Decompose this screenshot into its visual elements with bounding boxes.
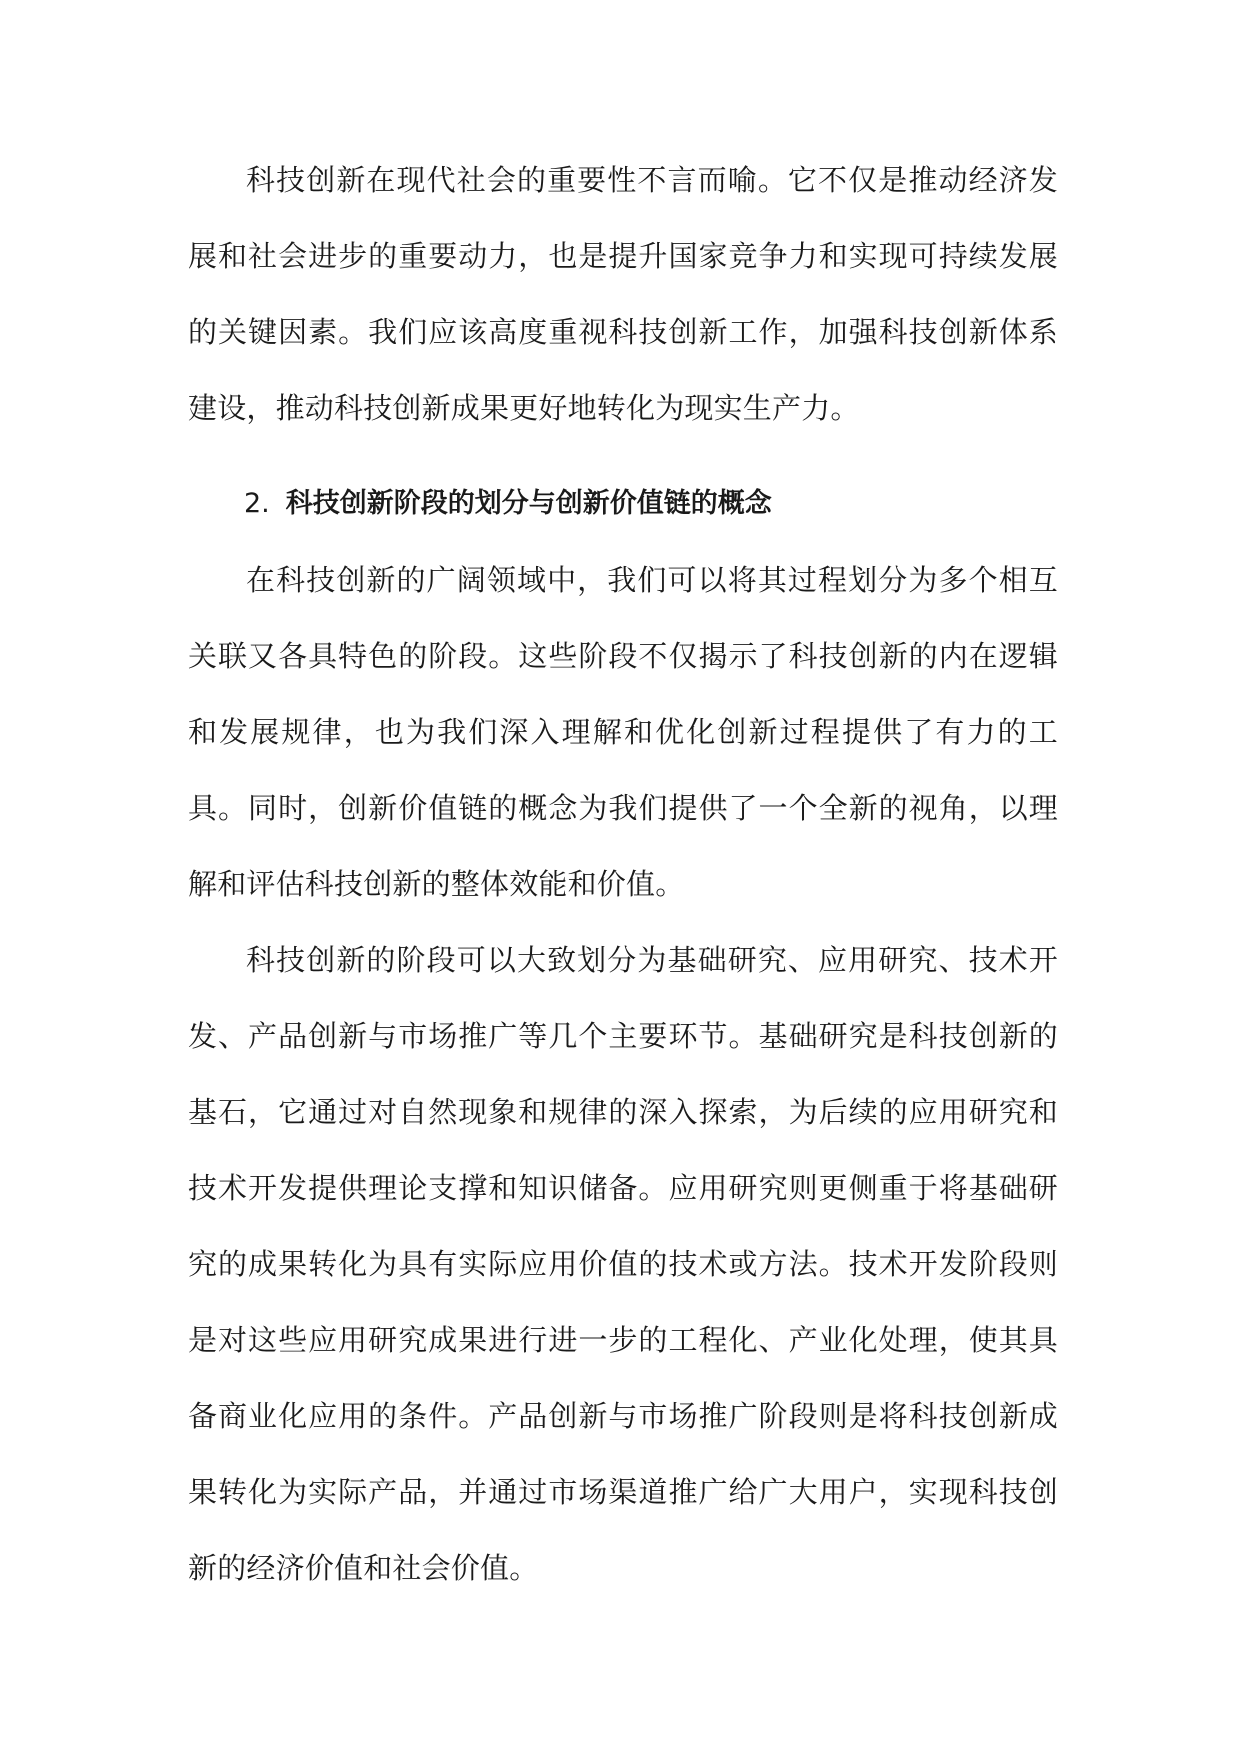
section-heading	[188, 466, 1058, 542]
section-number: 2.	[244, 488, 270, 519]
body-paragraph-1: 科技创新在现代社会的重要性不言而喻。它不仅是推动经济发展和社会进步的重要动力，也是提升国家竞争力和实现可持续发展的关键因素。我们应该高度重视科技创新工作，加强科技创新体系建设，推动科技创新成果更好地转化为现实生产力。	[188, 163, 1058, 425]
document-body	[188, 142, 1058, 1606]
body-paragraph-3: 科技创新的阶段可以大致划分为基础研究、应用研究、技术开发、产品创新与市场推广等几个主要环节。基础研究是科技创新的基石，它通过对自然现象和规律的深入探索，为后续的应用研究和技术开发提供理论支撑和知识储备。应用研究则更侧重于将基础研究的成果转化为具有实际应用价值的技术或方法。技术开发阶段则是对这些应用研究成果进行进一步的工程化、产业化处理，使其具备商业化应用的条件。产品创新与市场推广阶段则是将科技创新成果转化为实际产品，并通过市场渠道推广给广大用户，实现科技创新的经济价值和社会价值。	[188, 943, 1058, 1585]
body-paragraph-2: 在科技创新的广阔领域中，我们可以将其过程划分为多个相互关联又各具特色的阶段。这些阶段不仅揭示了科技创新的内在逻辑和发展规律，也为我们深入理解和优化创新过程提供了有力的工具。同时，创新价值链的概念为我们提供了一个全新的视角，以理解和评估科技创新的整体效能和价值。	[188, 563, 1058, 901]
section-title: 科技创新阶段的划分与创新价值链的概念	[285, 488, 772, 519]
